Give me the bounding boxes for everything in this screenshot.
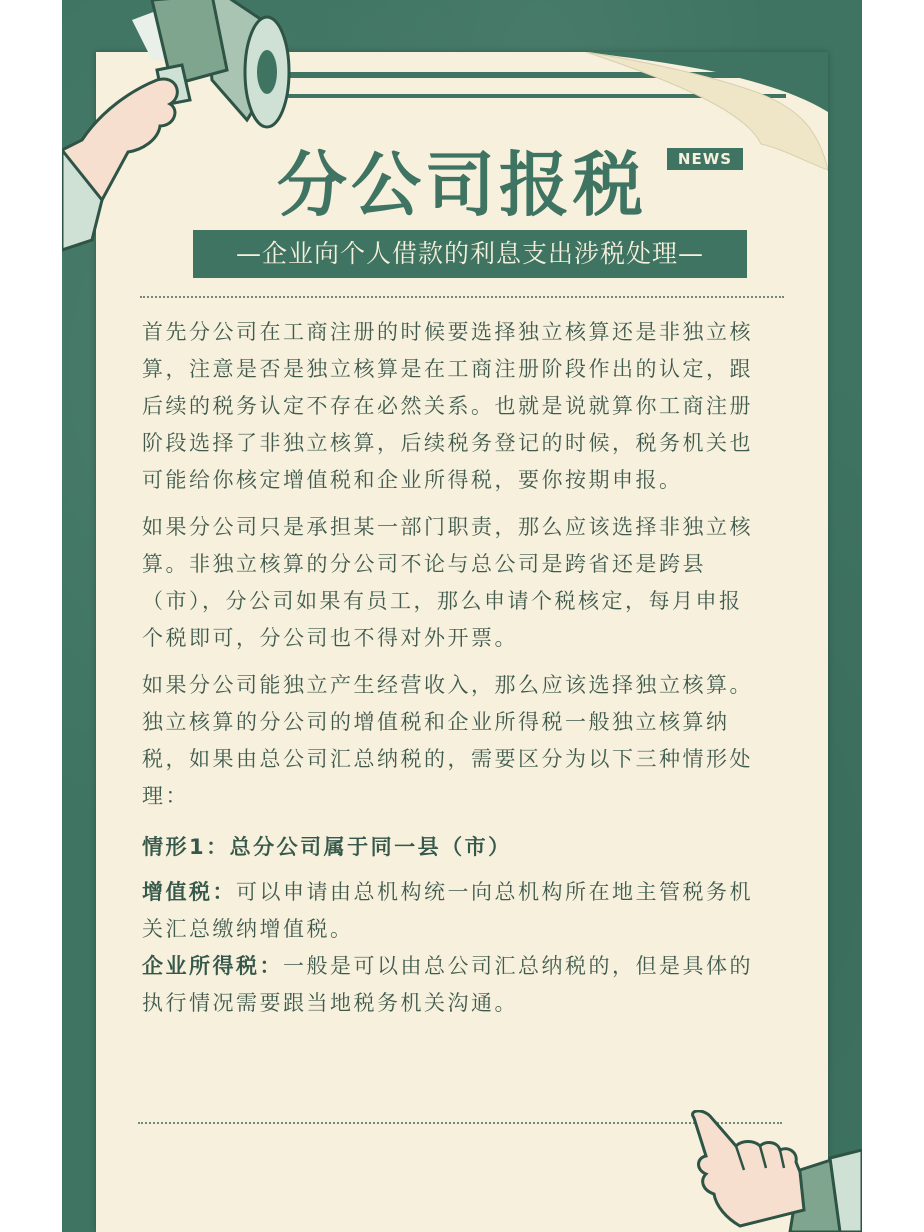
case-heading: 情形1：总分公司属于同一县（市）: [142, 835, 512, 859]
vat-text: 可以申请由总机构统一向总机构所在地主管税务机关汇总缴纳增值税。: [142, 880, 753, 941]
vat-paragraph: [142, 874, 762, 948]
paragraph-1: 首先分公司在工商注册的时候要选择独立核算还是非独立核算，注意是否是独立核算是在工商注册阶段作出的认定，跟后续的税务认定不存在必然关系。也就是说就算你工商注册阶段选择了非独立核算，后续税务登记的时候，税务机关也可能给你核定增值税和企业所得税，要你按期申报。: [142, 320, 753, 492]
page-title: 分公司报税: [277, 144, 647, 226]
paragraph-2: 如果分公司只是承担某一部门职责，那么应该选择非独立核算。非独立核算的分公司不论与总公司是跨省还是跨县（市），分公司如果有员工，那么申请个税核定，每月申报个税即可，分公司也不得对外开票。: [142, 515, 753, 650]
cit-text: 一般是可以由总公司汇总纳税的，但是具体的执行情况需要跟当地税务机关沟通。: [142, 954, 753, 1015]
cit-label: 企业所得税：: [142, 954, 283, 978]
vat-label: 增值税：: [142, 880, 236, 904]
cit-paragraph: [142, 948, 762, 1022]
subtitle-banner: —企业向个人借款的利息支出涉税处理—: [193, 230, 747, 278]
divider-top: [140, 296, 784, 298]
paragraph-3: 如果分公司能独立产生经营收入，那么应该选择独立核算。独立核算的分公司的增值税和企业所得税一般独立核算纳税，如果由总公司汇总纳税的，需要区分为以下三种情形处理：: [142, 673, 753, 808]
pointing-hand-icon: [680, 1110, 862, 1232]
news-badge: NEWS: [667, 148, 743, 170]
article-body: [142, 314, 762, 1022]
